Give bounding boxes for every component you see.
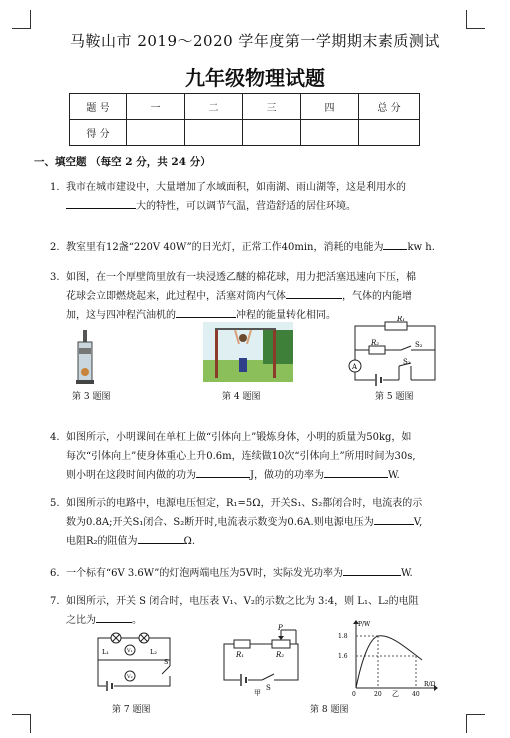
score-col-header: 一	[127, 94, 185, 120]
figure-8-graph	[332, 618, 442, 698]
question-text: 如图所示，小明课间在单杠上做“引体向上”锻炼身体，小明的质量为50kg，如	[66, 432, 412, 443]
question-text: 之比为	[66, 615, 96, 626]
question-text: 大的特性，可以调节气温，营造舒适的居住环境。	[136, 201, 356, 212]
figure-5-circuit	[345, 316, 445, 388]
score-cell[interactable]	[243, 120, 301, 146]
question-6	[50, 564, 470, 583]
question-text: Ω.	[183, 536, 196, 547]
score-col-header: 二	[185, 94, 243, 120]
crop-mark-bottom-right	[466, 714, 485, 733]
score-cell[interactable]	[127, 120, 185, 146]
score-cell[interactable]	[301, 120, 359, 146]
fig5-label-a: A	[352, 363, 358, 371]
question-text: R₁=5Ω，开关S₁、S₂都闭合时，电流表的示	[226, 498, 423, 509]
score-table-score-row	[70, 120, 420, 146]
figure-7-caption: 第 7 题图	[112, 705, 151, 715]
fig5-label-s2: S₂	[415, 341, 423, 349]
crop-mark-top-right	[466, 10, 485, 29]
score-row-label: 得 分	[70, 120, 127, 146]
figure-8-circuit	[218, 622, 304, 696]
fig8-label-r1: R₁	[236, 651, 245, 659]
fig7-label-v2: V₂	[127, 674, 133, 680]
answer-blank[interactable]	[286, 287, 342, 299]
fig5-label-s1: S₁	[403, 358, 411, 366]
fig7-label-l2: L₂	[150, 648, 157, 656]
question-text: 则小明在这段时间内做的功为	[66, 470, 196, 481]
answer-blank[interactable]	[383, 238, 407, 250]
score-table	[69, 93, 420, 146]
crop-mark-bottom-left	[12, 714, 31, 733]
question-number: 2.	[50, 242, 60, 253]
answer-blank[interactable]	[324, 466, 388, 478]
figure-4-pullup-photo	[203, 322, 293, 382]
answer-blank[interactable]	[374, 513, 414, 525]
crop-mark-top-left	[12, 10, 31, 29]
question-2	[50, 238, 470, 257]
question-text: 冲程的能量转化相同。	[236, 310, 336, 321]
graph-label-yi: 乙	[392, 690, 399, 698]
graph-x-axis-label: R/Ω	[424, 681, 436, 688]
figure-8-caption: 第 8 题图	[310, 705, 349, 715]
answer-blank[interactable]	[343, 564, 401, 576]
question-text: W.	[400, 568, 413, 579]
fig5-label-r1: R₁	[397, 316, 406, 323]
answer-blank[interactable]	[176, 306, 236, 318]
answer-blank[interactable]	[66, 197, 136, 209]
question-text: 。	[132, 615, 142, 626]
graph-x-tick: 40	[412, 691, 420, 698]
score-cell[interactable]	[185, 120, 243, 146]
question-text: 电阻R₂的阻值为	[66, 536, 138, 547]
question-text: 如图所示，开关 S 闭合时，电压表 V₁、V₂的示数之比为 3:4，则 L₁、L₂的电阻	[66, 596, 419, 607]
score-col-header: 四	[301, 94, 359, 120]
question-number: 7.	[50, 596, 60, 607]
exam-subtitle: 九年级物理试题	[185, 66, 325, 90]
answer-blank[interactable]	[138, 532, 184, 544]
question-number: 1.	[50, 182, 60, 193]
section-title: 一、填空题 （每空 2 分，共 24 分）	[34, 156, 211, 168]
graph-y-tick: 1.8	[338, 633, 348, 640]
question-5	[50, 494, 470, 551]
question-4	[50, 428, 470, 485]
question-number: 4.	[50, 432, 60, 443]
figure-7-circuit	[92, 632, 176, 694]
graph-y-axis-label: P/W	[358, 621, 371, 628]
graph-x-tick: 20	[374, 691, 382, 698]
question-number: 3.	[50, 272, 60, 283]
answer-blank[interactable]	[196, 466, 250, 478]
question-text: 如图所示的电路中，电源电压恒定，	[66, 498, 226, 509]
graph-origin: 0	[352, 691, 356, 698]
question-text: 加，这与四冲程汽油机的	[66, 310, 176, 321]
question-text: 花球会立即燃烧起来，此过程中，活塞对筒内气体	[66, 291, 286, 302]
question-text: 每次“引体向上”使身体重心上升0.6m，连续做10次“引体向上”所用时间为30s,	[66, 451, 416, 462]
figure-3-cylinder	[70, 328, 110, 386]
question-1	[50, 178, 470, 216]
figure-3-caption: 第 3 题图	[72, 392, 111, 402]
fig7-label-s: S	[164, 658, 169, 666]
score-col-header: 总 分	[359, 94, 420, 120]
question-text: ，气体的内能增	[342, 291, 412, 302]
score-col-header: 题 号	[70, 94, 127, 120]
exam-title: 马鞍山市 2019～2020 学年度第一学期期末素质测试	[70, 32, 440, 50]
fig5-label-r2: R₂	[371, 339, 380, 347]
fig8-label-p: P	[278, 624, 283, 632]
figure-5-caption: 第 5 题图	[375, 392, 414, 402]
score-col-header: 三	[243, 94, 301, 120]
question-text: V,	[413, 517, 423, 528]
fig7-label-l1: L₁	[102, 648, 109, 656]
question-number: 5.	[50, 498, 60, 509]
figure-4-caption: 第 4 题图	[222, 392, 261, 402]
fig8-label-r2: R₂	[276, 651, 285, 659]
question-text: 教室里有12盏“220V 40W”的日光灯，正常工作40min，消耗的电能为	[66, 242, 384, 253]
fig8-label-s: S	[266, 684, 271, 692]
graph-y-tick: 1.6	[338, 653, 348, 660]
score-table-header-row	[70, 94, 420, 120]
score-cell[interactable]	[359, 120, 420, 146]
answer-blank[interactable]	[96, 611, 132, 623]
question-number: 6.	[50, 568, 60, 579]
question-text: 数为0.8A;开关S₁闭合、S₂断开时,电流表示数变为0.6A.则电源电压为	[66, 517, 374, 528]
question-text: kw h.	[407, 242, 435, 253]
question-text: W.	[388, 470, 400, 481]
fig7-label-v1: V₁	[127, 648, 133, 654]
question-text: J，做功的功率为	[250, 470, 325, 481]
fig8-label-jia: 甲	[254, 689, 261, 696]
question-text: 如图，在一个厚壁筒里放有一块浸透乙醚的棉花球，用力把活塞迅速向下压，棉	[66, 272, 416, 283]
question-text: 我市在城市建设中，大量增加了水域面积，如南湖、雨山湖等，这是利用水的	[66, 182, 406, 193]
question-text: 一个标有“6V 3.6W”的灯泡两端电压为5V时，实际发光功率为	[66, 568, 343, 579]
